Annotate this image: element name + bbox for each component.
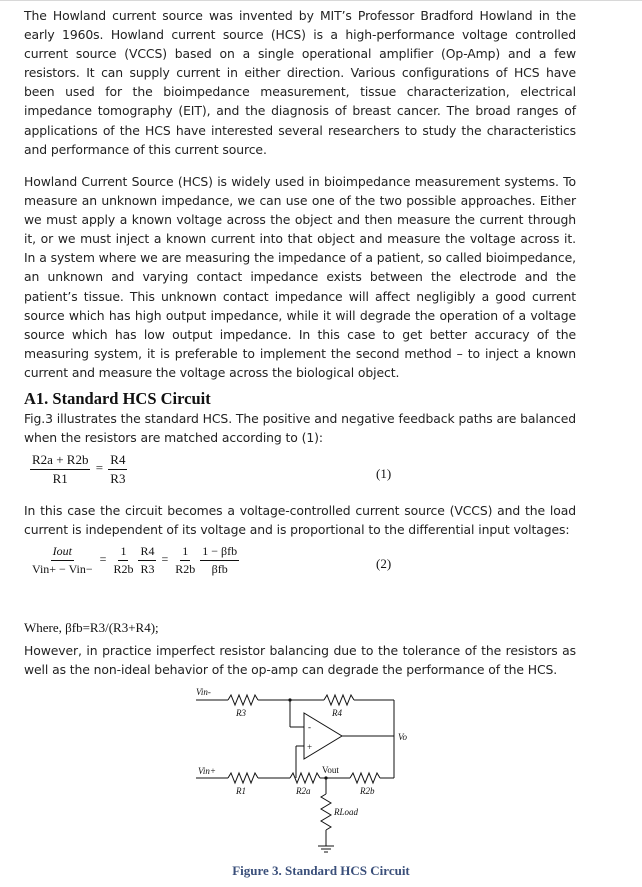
page-top-border	[0, 0, 642, 1]
vin-minus-label: Vin-	[196, 687, 211, 697]
r2b-resistor	[350, 773, 380, 783]
eq1-lhs-fraction	[30, 452, 90, 487]
figure-caption: Figure 3. Standard HCS Circuit	[232, 863, 410, 878]
vo-label: Vo	[398, 732, 407, 742]
hcs-circuit-diagram	[0, 680, 642, 880]
eq2-fraction-b	[111, 544, 135, 577]
eq1-rhs-numerator: R4	[108, 452, 127, 470]
eq1-lhs-denominator: R1	[52, 471, 68, 486]
vout-label: Vout	[322, 765, 339, 775]
equation-1	[30, 452, 127, 487]
eq2-a-numerator: Iout	[51, 544, 74, 561]
eq2-fraction-a	[30, 544, 95, 577]
equation-2: $\frac{\text{Iout}}{\text{Vin+ − Vin−}}$ = $\frac{1}{R2b}$ $\frac{R4}{R3}$ = $\frac{1}{R2b}$ $\frac{\text{1 − βfb}}{\text{βfb}}$	[32, 544, 238, 576]
eq2-d-denominator: R2b	[175, 562, 196, 576]
eq2-e-denominator: βfb	[211, 562, 228, 576]
bioimpedance-paragraph: Howland Current Source (HCS) is widely used in bioimpedance measurement systems. To measure an unknown impedance, we can use one of the two possible approaches. Either we must apply a known voltage across the object and then measure the current through it, or we must inject a known current into that object and measure the voltage across it. In a system where we are measuring the impedance of a patient, so called bioimpedance, an unknown and varying contact impedance exists between the electrode and the patient’s tissue. This unknown contact impedance will affect negligibly a good current source which has high output impedance, while it will degrade the operation of a voltage source which has low output impedance. In this case to get better accuracy of the measuring system, it is preferable to implement the second method – to inject a known current and measure the voltage across the biological object.	[24, 174, 576, 380]
r1-resistor	[228, 773, 258, 783]
eq1-equals: =	[95, 460, 104, 476]
eq2-c-numerator: R4	[138, 544, 156, 561]
eq2-fraction-e	[200, 544, 239, 577]
eq2-c-denominator: R3	[140, 562, 155, 576]
r2b-label: R2b	[360, 786, 375, 796]
imperfect-balancing-paragraph: However, in practice imperfect resistor balancing due to the tolerance of the resistors as well as the non-ideal behavior of the op-amp can degrade the performance of the HCS.	[24, 643, 576, 678]
r2a-label: R2a	[296, 786, 311, 796]
inverting-sign: -	[308, 722, 311, 732]
rload-label: RLoad	[334, 807, 359, 817]
r3-label: R3	[236, 708, 246, 718]
r4-resistor	[324, 695, 354, 705]
equation-1-number: (1)	[376, 466, 392, 481]
top-junction-dot	[288, 698, 291, 701]
intro-paragraph: The Howland current source was invented by MIT’s Professor Bradford Howland in the early 1960s. Howland current source (HCS) is a high-performance voltage controlled current source (VCCS) based on a single operational amplifier (Op-Amp) and a few resistors. It can supply current in either direction. Various configurations of HCS have been used for the bioimpedance measurement, tissue characterization, electrical impedance tomography (EIT), and the diagnosis of breast cancer. The broad ranges of applications of the HCS have interested several researchers to study the characteristics and performance of this current source.	[24, 8, 576, 157]
equation-2-number: (2)	[376, 556, 392, 571]
eq2-fraction-d	[173, 544, 197, 577]
r3-resistor	[228, 695, 258, 705]
vin-plus-label: Vin+	[198, 766, 216, 776]
vout-junction-dot	[324, 776, 327, 779]
rload-resistor	[321, 794, 331, 830]
vccs-paragraph: In this case the circuit becomes a voltage-controlled current source (VCCS) and the load current is independent of its voltage and is proportional to the differential input voltages:	[24, 503, 576, 538]
eq2-a-denominator: Vin+ − Vin−	[32, 562, 93, 576]
eq2-e-numerator: 1 − βfb	[200, 544, 239, 561]
section-heading: A1. Standard HCS Circuit	[24, 389, 211, 408]
r4-label: R4	[332, 708, 342, 718]
eq1-rhs-denominator: R3	[110, 471, 126, 486]
eq2-fraction-c	[138, 544, 156, 577]
noninverting-sign: +	[307, 742, 313, 752]
beta-definition: Where, βfb=R3/(R3+R4);	[24, 620, 159, 635]
eq1-lhs-numerator: R2a + R2b	[30, 452, 90, 470]
fig3-intro-paragraph: Fig.3 illustrates the standard HCS. The positive and negative feedback paths are balanced when the resistors are matched according to (1):	[24, 411, 576, 446]
eq1-rhs-fraction	[108, 452, 127, 487]
eq2-b-denominator: R2b	[113, 562, 134, 576]
opamp-triangle	[304, 713, 342, 759]
eq2-d-numerator: 1	[180, 544, 190, 561]
r1-label: R1	[236, 786, 246, 796]
r2a-resistor	[290, 773, 320, 783]
eq2-b-numerator: 1	[118, 544, 128, 561]
